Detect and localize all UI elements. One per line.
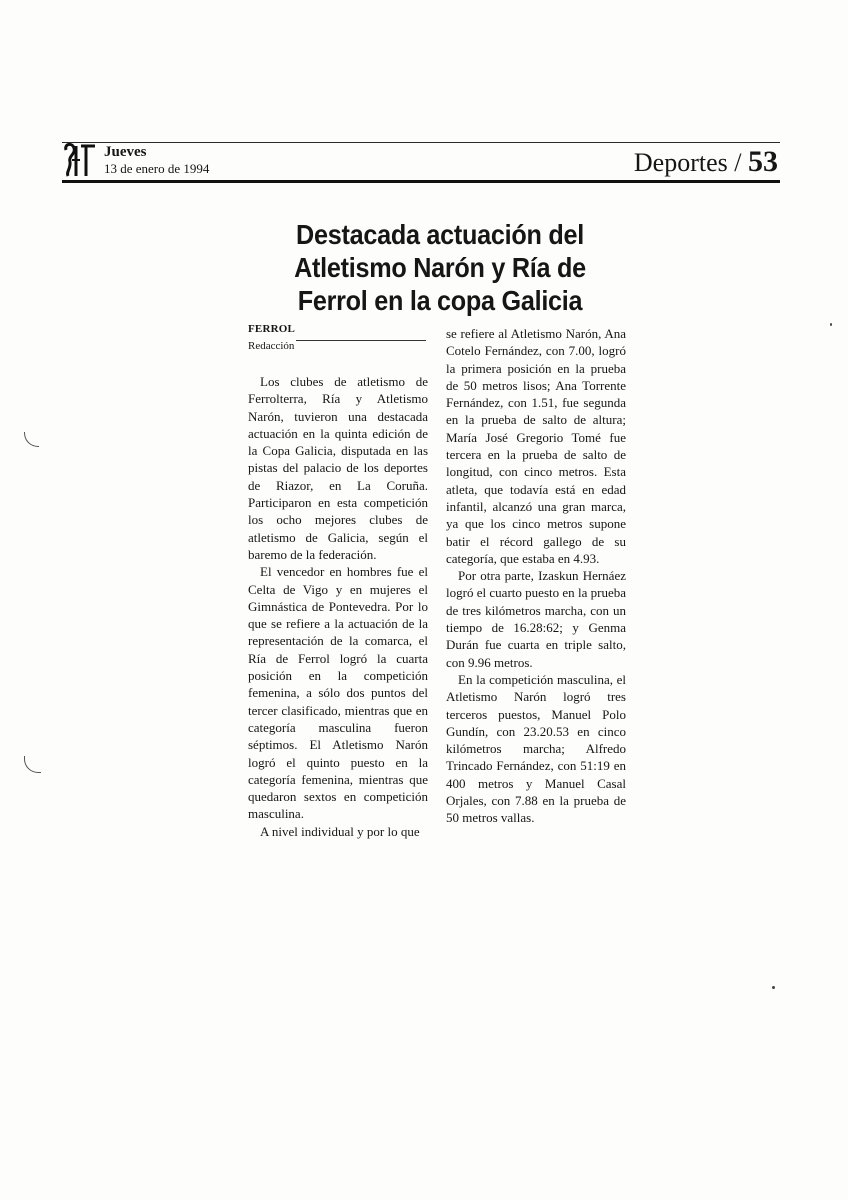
headline-line: Ferrol en la copa Galicia (297, 285, 583, 316)
scan-mark (24, 756, 41, 773)
headline-line: Atletismo Narón y Ría de (294, 252, 586, 283)
paragraph: En la competición masculina, el Atletismo Narón logró tres terceros puestos, Manuel Polo Gundín, con 23.20.53 en cinco kilómetros marcha; Alfredo Trincado Fernández, con 51:19 en 400 metros y Manuel Casal Orjales, con 7.88 en la prueba de 50 metros vallas. (446, 671, 626, 826)
page-number: 53 (748, 145, 778, 178)
section-separator: / (734, 148, 742, 177)
scan-mark (24, 432, 39, 447)
newspaper-logo-icon (62, 140, 96, 180)
headline-line: Destacada actuación del (296, 219, 584, 250)
header-day: Jueves (104, 144, 147, 160)
header-date: 13 de enero de 1994 (104, 161, 210, 176)
article-headline (264, 218, 617, 317)
byline-city: FERROL (248, 323, 296, 335)
article-column-2 (446, 325, 626, 827)
byline-staff: Redacción (248, 340, 295, 352)
article-column-1 (248, 373, 428, 840)
section-name: Deportes (633, 148, 728, 177)
section-title (634, 146, 778, 179)
scan-speck (772, 986, 775, 989)
byline-rule (296, 340, 426, 341)
paragraph: Por otra parte, Izaskun Hernáez logró el cuarto puesto en la prueba de tres kilómetros marcha, con un tiempo de 16.28:62; y Genma Durán fue cuarta en triple salto, con 9.96 metros. (446, 568, 626, 670)
paragraph: El vencedor en hombres fue el Celta de Vigo y en mujeres el Gimnástica de Pontevedra. Por lo que se refiere a la actuación de la representación de la comarca, el Ría de Ferrol logró la cuarta posición en la competición femenina, a sólo dos puntos del tercer clasificado, mientras que en categoría masculina fueron séptimos. El Atletismo Narón logró el quinto puesto en la categoría femenina, mientras que quedaron sextos en competición masculina. (248, 564, 428, 822)
paragraph: A nivel individual y por lo que (260, 823, 420, 839)
paragraph: Los clubes de atletismo de Ferrolterra, Ría y Atletismo Narón, tuvieron una destacada actuación en la quinta edición de la Copa Galicia, disputada en las pistas del palacio de los deportes de Riazor, en La Coruña. Participaron en esta competición los ocho mejores clubes de atletismo de Galicia, según el baremo de la federación. (248, 374, 428, 562)
paragraph: se refiere al Atletismo Narón, Ana Cotelo Fernández, con 7.00, logró la primera posición en la prueba de 50 metros lisos; Ana Torrente Fernández, con 1.51, fue segunda en la prueba de salto de altura; María José Gregorio Tomé fue tercera en la prueba de salto de longitud, con cinco metros. Esta atleta, que todavía está en edad infantil, alcanzó una gran marca, ya que los cinco metros supone batir el récord gallego de su categoría, que estaba en 4.93. (446, 326, 626, 566)
header-bottom-rule (62, 180, 780, 183)
header-top-rule (62, 142, 780, 143)
scan-speck (830, 323, 832, 326)
